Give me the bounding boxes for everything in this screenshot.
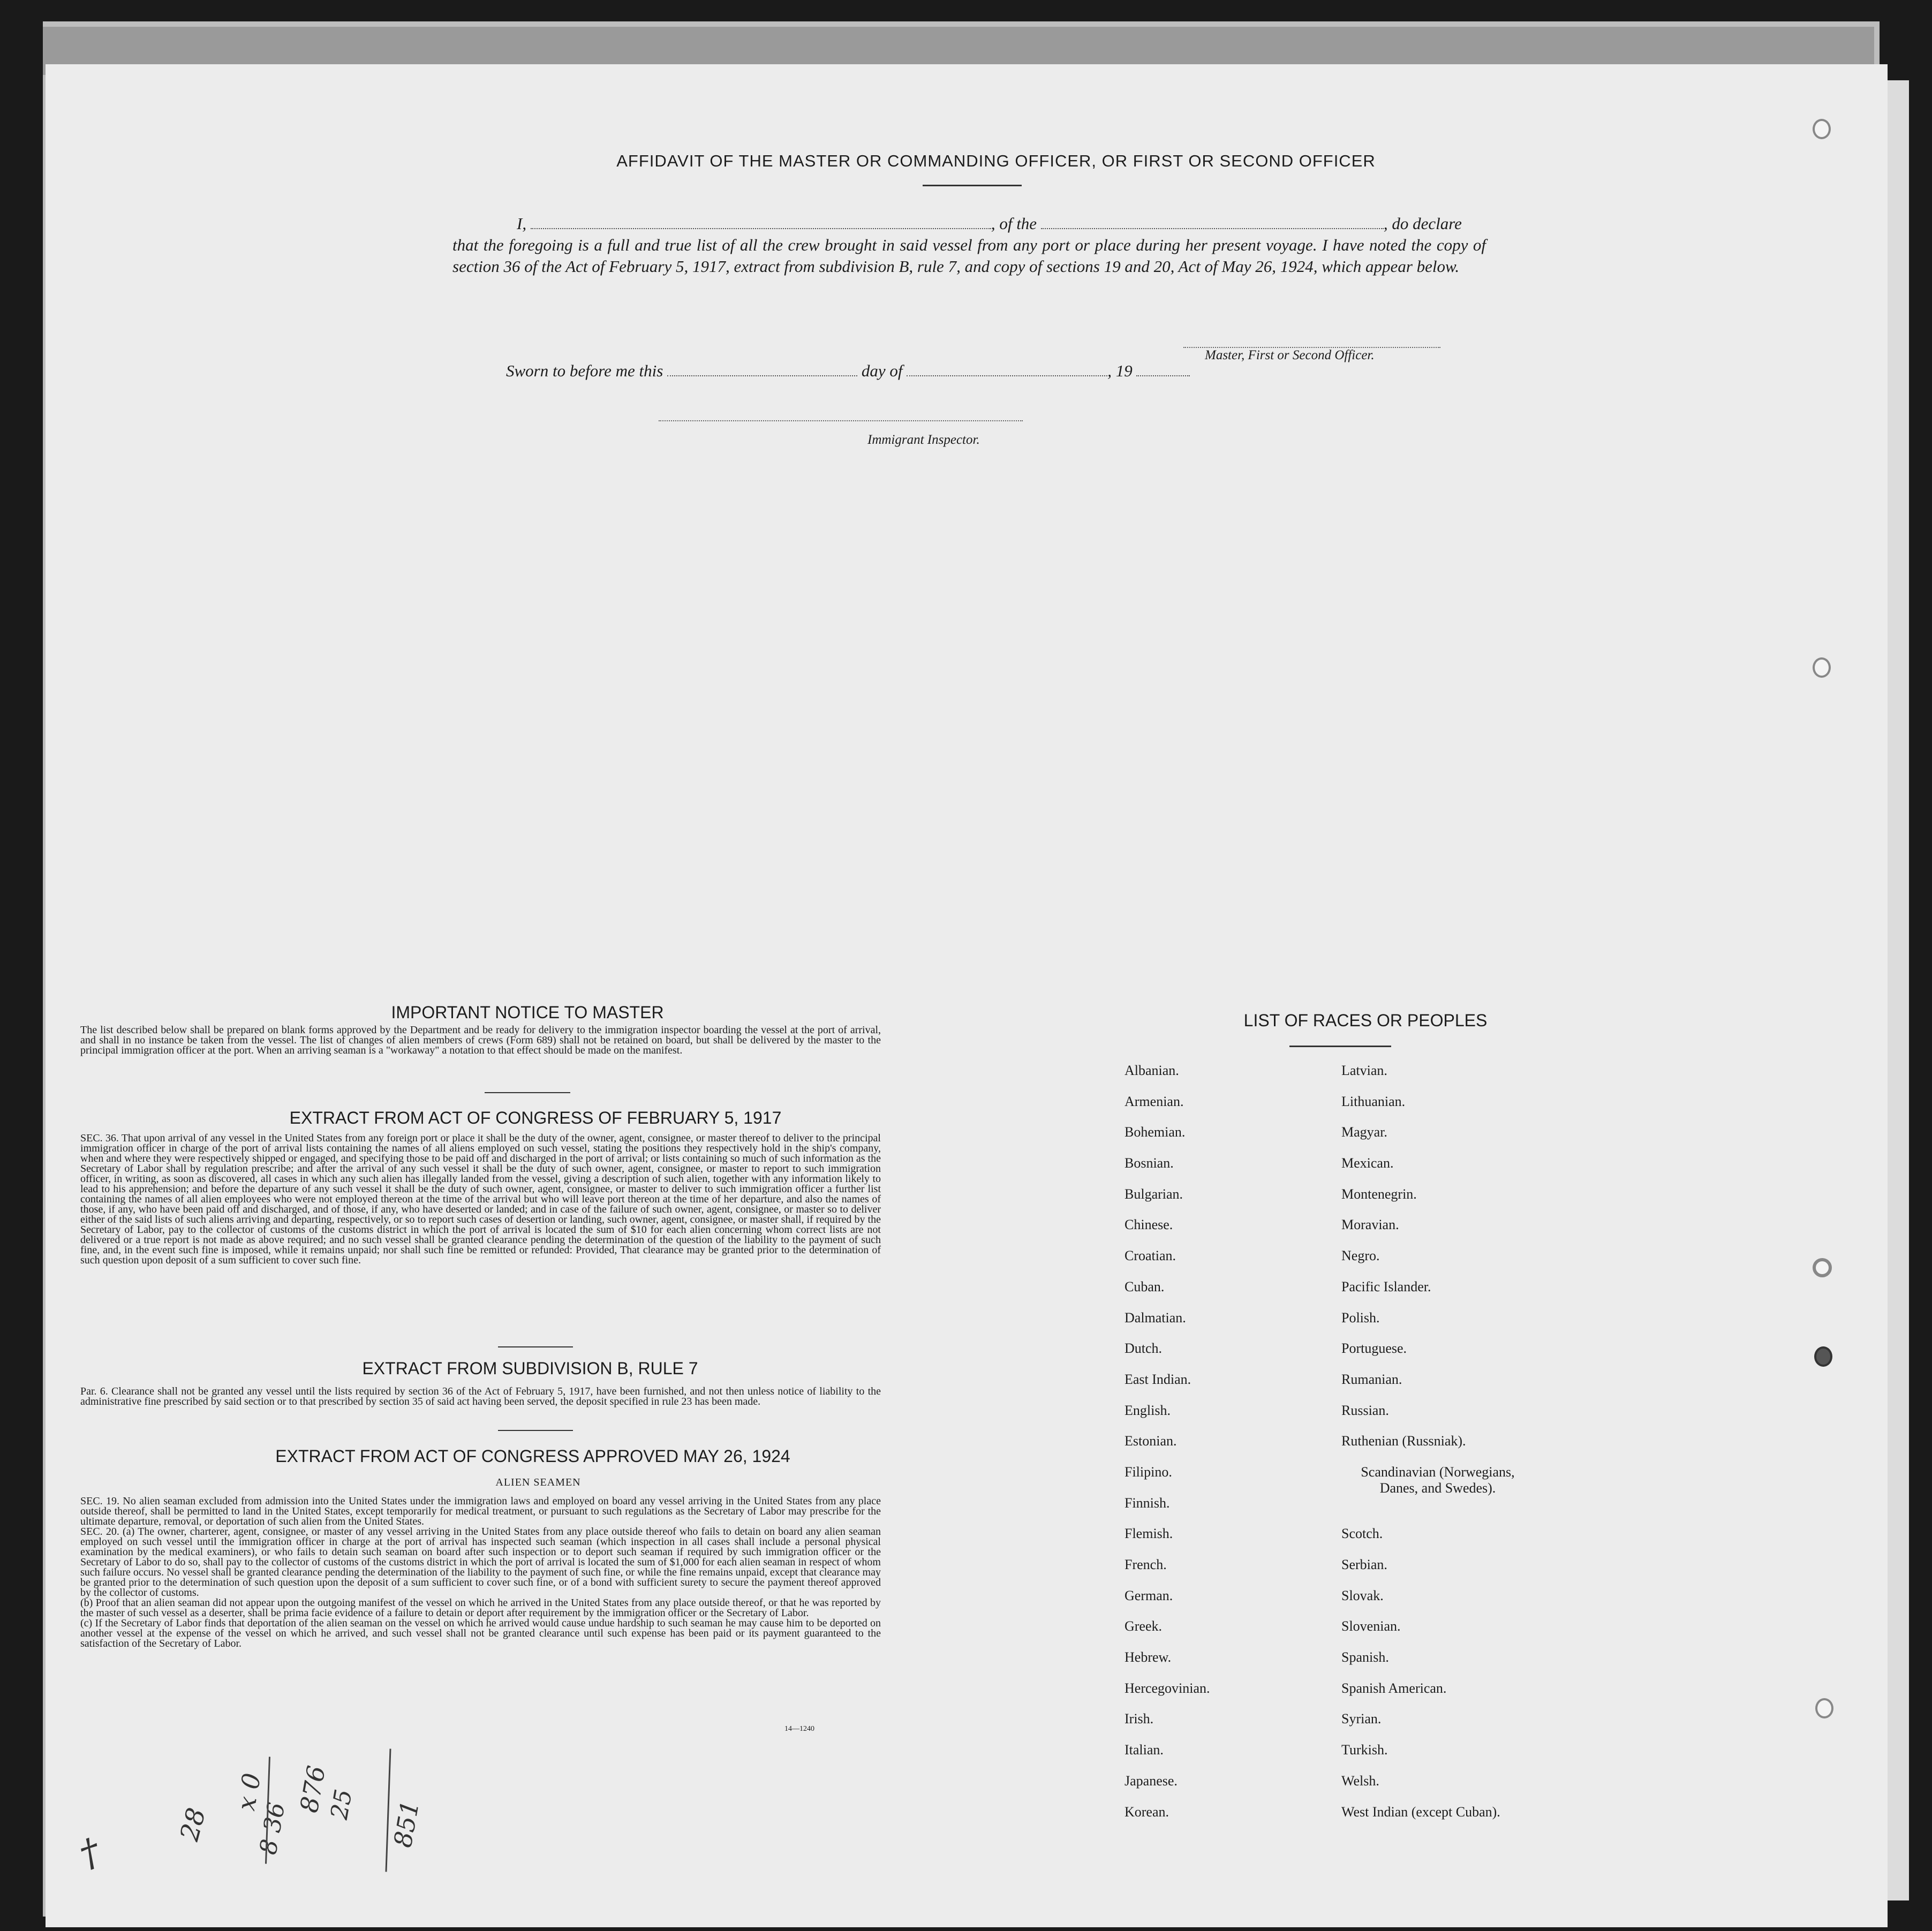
race-item: Bulgarian. — [1125, 1186, 1183, 1202]
handwritten-note: 28 — [174, 1805, 212, 1844]
race-item: Magyar. — [1341, 1124, 1387, 1140]
race-item: Estonian. — [1125, 1433, 1177, 1449]
race-item: Welsh. — [1341, 1773, 1379, 1789]
race-item: East Indian. — [1125, 1371, 1191, 1387]
race-item: Finnish. — [1125, 1495, 1170, 1511]
race-item: Filipino. — [1125, 1464, 1172, 1480]
affidavit-i-label: I, — [517, 214, 527, 233]
race-item: Hebrew. — [1125, 1649, 1172, 1665]
race-item: Polish. — [1341, 1309, 1380, 1326]
race-item: French. — [1125, 1557, 1167, 1572]
vessel-blank[interactable] — [1041, 224, 1384, 229]
race-item: Slovenian. — [1341, 1618, 1401, 1634]
race-item: Syrian. — [1341, 1711, 1382, 1727]
extract-1924-body — [80, 1496, 881, 1649]
handwritten-note: 8 36 — [254, 1800, 291, 1857]
affidavit-body — [452, 213, 1486, 277]
race-item: Serbian. — [1341, 1557, 1387, 1573]
inspector-title: Immigrant Inspector. — [867, 433, 980, 447]
notice-text: The list described below shall be prepared on blank forms approved by the Department and be ready for delivery to the immigration inspector boarding the vessel at the port of arrival, and shall in no instance be taken from the vessel. The list of changes of alien members of crews (Form 689) shall not be retained on board, but shall be delivered by the master to the principal immigration officer at the port. When an arriving seaman is a "workaway" a notation to that effect should be made on the manifest. — [80, 1024, 881, 1056]
race-item: Chinese. — [1125, 1217, 1173, 1233]
race-item: Bosnian. — [1125, 1155, 1174, 1171]
race-item: Greek. — [1125, 1618, 1163, 1634]
binder-hole — [1813, 119, 1831, 139]
month-blank[interactable] — [907, 371, 1107, 376]
sec-20b-text: (b) Proof that an alien seaman did not appear upon the outgoing manifest of the vessel on which he arrived in the United States from any place outside thereof, or that he was reported by the master of such vessel as a deserter, shall be prima facie evidence of a failure to detain or deport after requirement by the immigration officer or the Secretary of Labor. — [80, 1597, 881, 1619]
race-item: Croatian. — [1125, 1248, 1176, 1264]
race-item: Spanish. — [1341, 1649, 1389, 1665]
alien-seamen-heading: ALIEN SEAMEN — [495, 1476, 581, 1488]
binder-hole — [1813, 1258, 1832, 1277]
divider — [498, 1430, 573, 1431]
race-item: Bohemian. — [1125, 1124, 1186, 1140]
race-item: Dalmatian. — [1125, 1309, 1186, 1326]
race-item: Rumanian. — [1341, 1371, 1402, 1387]
race-item: German. — [1125, 1587, 1173, 1603]
inspector-signature-line[interactable] — [659, 420, 1023, 421]
race-item: Slovak. — [1341, 1587, 1384, 1603]
race-item: Portuguese. — [1341, 1341, 1407, 1357]
sworn-prefix: Sworn to before me this — [506, 361, 663, 380]
race-item: English. — [1125, 1402, 1171, 1418]
affidavit-of-the: , of the — [991, 214, 1037, 233]
handwritten-mark: † — [73, 1829, 106, 1877]
race-item: Lithuanian. — [1341, 1093, 1406, 1109]
handwritten-note: x 0 — [231, 1770, 267, 1813]
race-item: Ruthenian (Russniak). — [1341, 1433, 1466, 1449]
extract-1924-title: EXTRACT FROM ACT OF CONGRESS APPROVED MAY 26, 1924 — [275, 1447, 790, 1466]
race-item: Korean. — [1125, 1804, 1169, 1820]
race-item: Armenian. — [1125, 1093, 1184, 1109]
affidavit-text: that the foregoing is a full and true list of all the crew brought in said vessel from any port or place during her present voyage. I have noted the copy of section 36 of the Act of February 5, 1917, extract from subdivision B, rule 7, and copy of sections 19 and 20, Act of May 26, 1924, which appear below. — [452, 236, 1486, 276]
extract-rule7-text: Par. 6. Clearance shall not be granted any vessel until the lists required by section 36 of the Act of February 5, 1917, have been furnished, and not then unless notice of liability to the administrative fine prescribed by said section or to that prescribed by section 35 of said act having been served, the deposit specified in rule 23 has been made. — [80, 1385, 881, 1407]
race-item: Montenegrin. — [1341, 1186, 1417, 1202]
race-item: Moravian. — [1341, 1217, 1399, 1233]
race-item: Pacific Islander. — [1341, 1278, 1431, 1294]
affidavit-title: AFFIDAVIT OF THE MASTER OR COMMANDING OFFICER, OR FIRST OR SECOND OFFICER — [616, 152, 1376, 170]
divider — [1289, 1046, 1391, 1047]
divider — [498, 1346, 573, 1347]
races-left-column — [1125, 1063, 1317, 1835]
affidavit-do-declare: , do declare — [1383, 214, 1462, 233]
year-label: , 19 — [1107, 361, 1133, 380]
sworn-line — [506, 361, 1190, 381]
name-blank[interactable] — [531, 224, 991, 229]
divider — [485, 1092, 570, 1093]
day-of-label: day of — [861, 361, 903, 380]
extract-1917-text: SEC. 36. That upon arrival of any vessel in the United States from any foreign port or place it shall be the duty of the owner, agent, consignee, or master thereof to deliver to the principal immigration officer in charge of the port of arrival lists containing the names of all aliens employed on such vessel, stating the positions they respectively hold in the ship's company, when and where they were respectively shipped or engaged, and specifying those to be paid off and discharged in the port of arrival; or lists containing so much of such information as the Secretary of Labor shall by regulation prescribe; and after the arrival of any such vessel it shall be the duty of such owner, agent, consignee, or master to report to such immigration officer, in writing, as soon as discovered, all cases in which any such alien has illegally landed from the vessel, giving a description of such alien, together with any information likely to lead to his apprehension; and before the departure of any such vessel it shall be the duty of such owner, agent, consignee, or master to deliver to such immigration officer a further list containing the names of all alien employees who were not employed thereon at the time of the arrival but who will leave port thereon at the time of her departure, and also the names of those, if any, who have been paid off and discharged, and of those, if any, who have deserted or landed; and in case of the failure of such owner, agent, consignee, or master so to deliver either of the said lists of such aliens arriving and departing, respectively, or so to report such cases of desertion or landing, such owner, agent, consignee, or master shall, if required by the Secretary of Labor, pay to the collector of customs of the customs district in which the port of arrival is located the sum of $10 for each alien concerning whom correct lists are not delivered or a true report is not made as above required; and no such vessel shall be granted clearance pending the determination of the question of the liability to the payment of such fine, and, in the event such fine is imposed, while it remains unpaid; nor shall such fine be remitted or refunded: Provided, That clearance may be granted prior to the determination of such question upon deposit of a sum sufficient to cover such fine. — [80, 1132, 881, 1266]
binder-hole — [1815, 1698, 1833, 1718]
binder-hole — [1813, 657, 1831, 678]
races-title: LIST OF RACES OR PEOPLES — [1243, 1011, 1488, 1030]
race-item: Hercegovinian. — [1125, 1680, 1210, 1696]
race-item: Scotch. — [1341, 1526, 1383, 1542]
race-item: Mexican. — [1341, 1155, 1394, 1171]
race-item: Cuban. — [1125, 1278, 1165, 1294]
sec-20c-text: (c) If the Secretary of Labor finds that deportation of the alien seaman on the vessel on which he arrived would cause undue hardship to such seaman he may cause him to be deported on another vessel at the expense of the vessel on which he arrived, and such vessel shall not be granted clearance until such expense has been paid or its payment guaranteed to the satisfaction of the Secretary of Labor. — [80, 1617, 881, 1649]
race-item: Irish. — [1125, 1711, 1154, 1727]
page-edge — [1888, 80, 1909, 1900]
sec-20a-text: SEC. 20. (a) The owner, charterer, agent, consignee, or master of any vessel arriving in the United States from any place outside thereof who fails to detain on board any alien seaman employed on such vessel until the immigration officer in charge at the port of arrival has inspected such seaman (which inspection in all cases shall include a personal physical examination by the medical examiners), or who fails to detain such seaman on board after such inspection or to deport such seaman if required by such immigration officer or the Secretary of Labor to do so, shall pay to the collector of customs of the customs district in which the port of arrival is located the sum of $1,000 for each alien seaman in respect of whom such failure occurs. No vessel shall be granted clearance pending the determination of the liability to the payment of such fine, or while the fine remains unpaid, except that clearance may be granted prior to the determination of such question upon the deposit of a sum sufficient to cover such fine, or of a bond with sufficient surety to secure the payment thereof approved by the collector of customs. — [80, 1526, 881, 1599]
sec-19-text: SEC. 19. No alien seaman excluded from admission into the United States under the immigration laws and employed on board any vessel arriving in the United States from any place outside thereof, shall be permitted to land in the United States, except temporarily for medical treatment, or pursuant to such regulations as the Secretary of Labor may prescribe for the ultimate departure, removal, or deportation of such alien from the United States. — [80, 1495, 881, 1527]
race-item: Latvian. — [1341, 1063, 1387, 1078]
divider — [923, 185, 1022, 186]
handwritten-note: 25 — [326, 1787, 358, 1822]
extract-1917-title: EXTRACT FROM ACT OF CONGRESS OF FEBRUARY 5, 1917 — [289, 1108, 782, 1127]
race-item: Japanese. — [1125, 1773, 1178, 1789]
race-item: Spanish American. — [1341, 1680, 1447, 1696]
year-blank[interactable] — [1136, 371, 1190, 376]
signature-title: Master, First or Second Officer. — [1205, 348, 1375, 362]
race-item: West Indian (except Cuban). — [1341, 1804, 1500, 1820]
handwritten-note: 876 — [294, 1763, 331, 1815]
race-item: Turkish. — [1341, 1742, 1388, 1758]
race-item: Russian. — [1341, 1402, 1389, 1418]
race-item: Negro. — [1341, 1248, 1380, 1264]
day-blank[interactable] — [667, 371, 857, 376]
race-item: Italian. — [1125, 1742, 1164, 1758]
race-item: Dutch. — [1125, 1341, 1163, 1357]
races-right-column — [1341, 1063, 1598, 1835]
notice-title: IMPORTANT NOTICE TO MASTER — [391, 1003, 664, 1022]
handwritten-note: 851 — [388, 1798, 425, 1850]
binder-hole — [1814, 1346, 1832, 1367]
race-item: Albanian. — [1125, 1063, 1179, 1078]
extract-rule7-title: EXTRACT FROM SUBDIVISION B, RULE 7 — [362, 1359, 698, 1378]
race-item: Scandinavian (Norwegians, Danes, and Swedes). — [1361, 1464, 1515, 1496]
race-item: Flemish. — [1125, 1526, 1173, 1542]
form-number: 14—1240 — [784, 1725, 814, 1733]
